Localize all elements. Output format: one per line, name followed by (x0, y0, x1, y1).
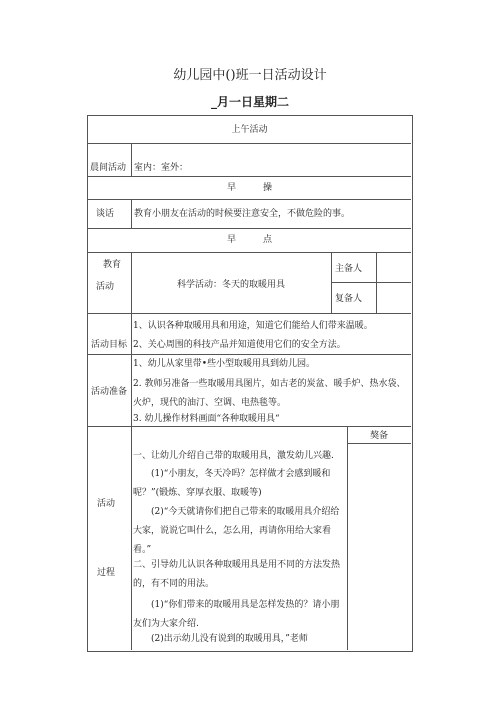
morning-activity-label: 晨间活动 (90, 163, 127, 173)
goal-item: 2、关心周围的科技产品并知道使用它们的安全方法。 (133, 340, 346, 350)
edu-label-2: 活动 (96, 282, 115, 292)
prep-label: 活动准备 (91, 387, 128, 397)
edu-value: 科学活动：冬天的取暖用具 (176, 280, 285, 290)
process-step: (1)“小朋友，冬天冷吗？怎样做才会感到暖和呢？”(锻炼、穿厚衣服、取暖等) (133, 469, 331, 498)
notes-header: 獒备 (369, 431, 388, 441)
prep-item: 1、幼儿从家里带•些小型取暖用具到幼儿园。 (133, 359, 316, 369)
process-step: (2)“今天就请你们把自己带来的取暖用具介绍给大家，说说它叫什么，怎么用，再请你用给大家看看。” (133, 507, 340, 555)
lead-prep-label: 主备人 (335, 264, 363, 274)
talk-label: 谈话 (96, 209, 115, 219)
exercise-header: 早 操 (226, 183, 272, 193)
snack-header: 早 点 (226, 235, 272, 245)
co-prep-label: 复备人 (335, 294, 363, 304)
morning-header: 上午活动 (231, 125, 268, 135)
date-line: _月一日星期二 (210, 95, 289, 109)
process-label-2: 过程 (97, 568, 116, 578)
edu-label-1: 教育 (103, 260, 122, 270)
process-step: 二、引导幼儿认识各种取暖用具是用不同的方法发热的，有不同的用法。 (133, 560, 341, 589)
goal-item: 1、认识各种取暖用具和用途，知道它们能给人们带来温暖。 (133, 321, 373, 331)
process-step: (2)出示幼儿没有说到的取暖用具，”老师 (151, 634, 308, 644)
prep-item: 3. 幼儿操作材料画面“各种取暖用具“ (133, 414, 280, 424)
process-label-1: 活动 (97, 499, 116, 509)
goals-label: 活动目标 (91, 340, 128, 350)
document-title: 幼儿园中()班一日活动设计 (173, 68, 327, 83)
morning-activity-value: 室内：室外： (134, 163, 189, 173)
prep-item: 2. 教师另准备一些取暖用具图片，如古老的炭盆、暖手炉、热水袋、火炉，现代的油汀、空调、电热毯等。 (133, 379, 406, 408)
talk-value: 教育小朋友在活动的时候要注意安全，不做危险的事。 (134, 209, 351, 219)
process-step: 一、让幼儿介绍自己带的取暖用具，激发幼儿兴趣. (133, 451, 334, 461)
process-step: (1)“你们带来的取暖用具是怎样发热的？请小朋友们为大家介绍. (133, 600, 340, 629)
